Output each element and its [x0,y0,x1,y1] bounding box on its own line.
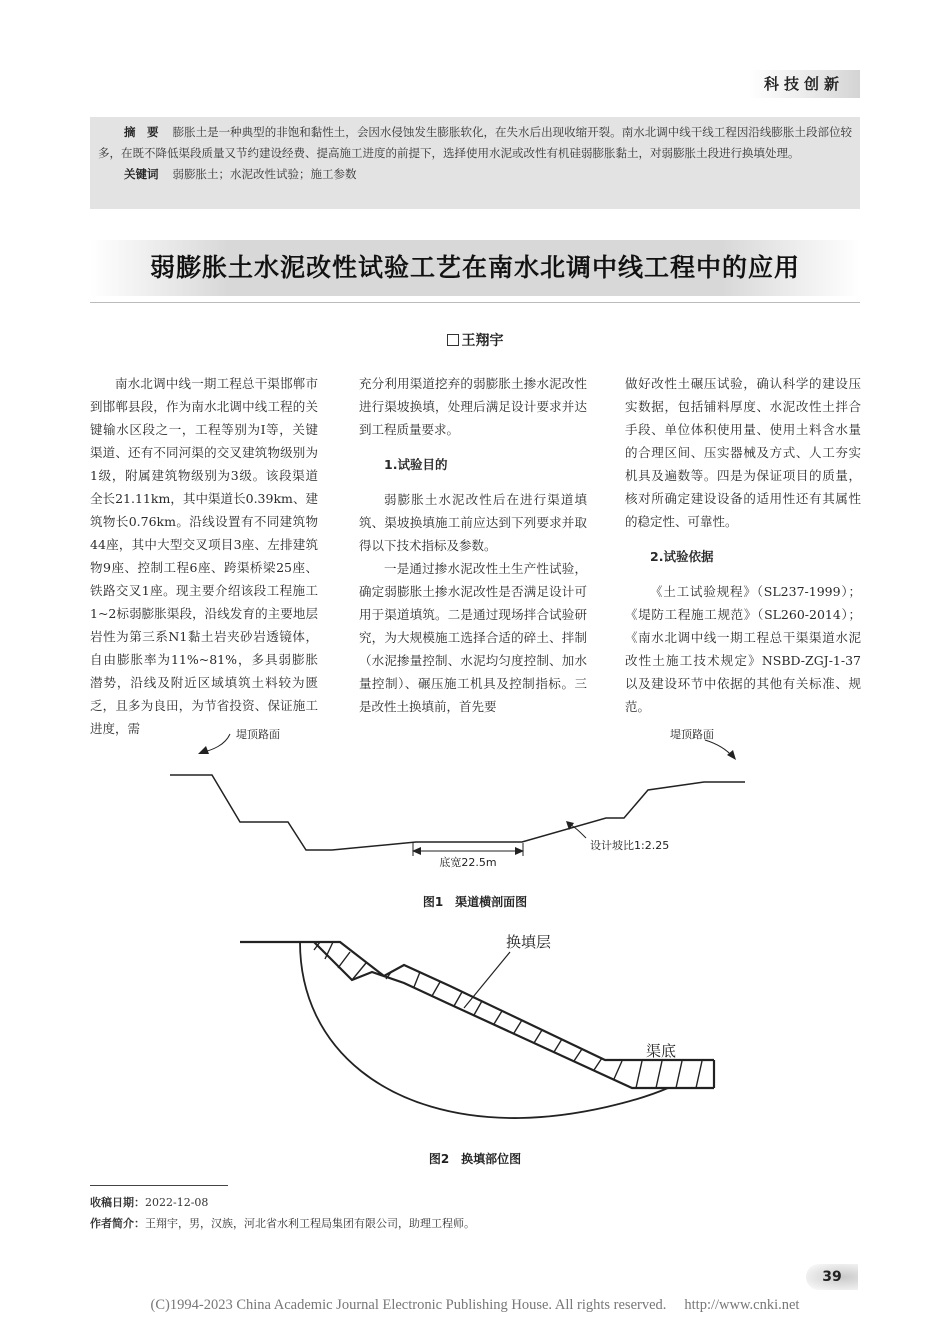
column-3 [625,372,861,718]
column-2 [359,372,587,718]
right-top-label: 堤顶路面 [670,728,714,741]
received-date: 2022-12-08 [145,1196,209,1209]
footnote-divider [90,1185,228,1186]
author-info-label: 作者简介： [90,1217,145,1230]
cnki-link[interactable]: http://www.cnki.net [684,1297,800,1313]
section-heading-2: 2.试验依据 [650,549,714,564]
figure-1-title: 渠道横剖面图 [455,895,528,909]
figure-2-diagram [0,930,950,1140]
keywords-label: 关键词 [124,167,159,181]
body-paragraph: 一是通过掺水泥改性土生产性试验，确定弱膨胀土掺水泥改性是否满足设计可用于渠道填筑。二是通过现场拌合试验研究，为大规模施工选择合适的碎土、拌制（水泥掺量控制、水泥均匀度控制、加水量控制）、碾压施工机具及控制指标。三是改性土换填前，首先要 [359,561,587,714]
fill-layer-hatching [314,942,702,1088]
author-info: 王翔宇，男，汉族，河北省水利工程局集团有限公司，助理工程师。 [145,1217,475,1230]
figure-1-diagram [0,720,950,880]
title-divider [90,302,860,303]
copyright-text: (C)1994-2023 China Academic Journal Electronic Publishing House. All rights reserved. [150,1297,667,1313]
keywords-text: 弱膨胀土；水泥改性试验；施工参数 [172,167,357,181]
column-1 [90,372,318,740]
figure-2-title: 换填部位图 [461,1152,522,1166]
figure-1-number: 图1 [422,895,444,909]
abstract-text: 膨胀土是一种典型的非饱和黏性土，会因水侵蚀发生膨胀软化，在失水后出现收缩开裂。南水北调中线干线工程因沿线膨胀土段部位较多，在既不降低渠段质量又节约建设经费、提高施工进度的前提下，选择使用水泥或改性有机硅弱膨胀黏土，对弱膨胀土段进行换填处理。 [98,125,853,160]
author-line [0,330,950,350]
left-label-arrowhead [198,746,209,754]
right-label-arrowhead [727,750,736,760]
slope-label: 设计坡比1:2.25 [590,839,670,852]
section-tag: 科技创新 [748,70,860,98]
fill-layer-label: 换填层 [506,933,552,951]
excavation-curve [300,942,668,1118]
left-top-label: 堤顶路面 [236,728,280,741]
article-title: 弱膨胀土水泥改性试验工艺在南水北调中线工程中的应用 [149,253,800,282]
fill-layer-inner-line [314,942,714,1088]
fill-layer-leader-line [464,952,510,1008]
channel-bottom-label: 渠底 [646,1042,677,1060]
author-box-icon [447,334,459,346]
figure-1-caption [0,893,950,910]
figure-2-number: 图2 [428,1152,450,1166]
body-paragraph: 充分利用渠道挖弃的弱膨胀土掺水泥改性进行渠坡换填，处理后满足设计要求并达到工程质量要求。 [359,376,587,437]
figure-2-caption [0,1150,950,1167]
received-label: 收稿日期： [90,1196,145,1209]
body-paragraph: 弱膨胀土水泥改性后在进行渠道填筑、渠坡换填施工前应达到下列要求并取得以下技术指标及参数。 [359,492,587,553]
copyright-line [0,1297,950,1314]
abstract-box [90,117,860,209]
ground-surface-line [240,942,714,1060]
body-paragraph: 《土工试验规程》（SL237-1999）；《堤防工程施工规范》（SL260-2014）；《南水北调中线一期工程总干渠渠道水泥改性土施工技术规定》NSBD-ZGJ-1-37以及建设环节中依据的其他有关标准、规范。 [625,584,861,714]
bottom-width-label: 底宽22.5m [439,856,497,869]
author-name: 王翔宇 [461,333,504,349]
title-bar [90,240,860,296]
body-paragraph: 南水北调中线一期工程总干渠邯郸市到邯郸县段，作为南水北调中线工程的关键输水区段之一，工程等别为Ⅰ等，关键渠道、还有不同河渠的交叉建筑物级别为1级，附属建筑物级别为3级。该段渠道全长21.11km，其中渠道长0.39km、建筑物长0.76km。沿线设置有不同建筑物44座，其中大型交叉项目3座、左排建筑物9座、控制工程6座、跨渠桥梁25座、铁路交叉1座。现主要介绍该段工程施工1~2标弱膨胀渠段，沿线发育的主要地层岩性为第三系N1黏土岩夹砂岩透镜体，自由膨胀率为11%~81%，多具弱膨胀潜势，沿线及附近区域填筑土料较为匮乏，且多为良田，为节省投资、保证施工进度，需 [90,376,318,736]
section-heading-1: 1.试验目的 [384,457,448,472]
page-number: 39 [806,1264,858,1290]
author-info-line [90,1215,475,1231]
keywords-paragraph [98,164,852,185]
received-date-line [90,1194,208,1210]
abstract-paragraph [98,122,852,164]
abstract-label: 摘 要 [124,125,159,139]
body-paragraph: 做好改性土碾压试验，确认科学的建设压实数据，包括铺料厚度、水泥改性土拌合手段、单位体积使用量、使用土料含水量的合理区间、压实器械及方式、人工夯实机具及遍数等。四是为保证项目的质量，核对所确定建设设备的适用性还有其属性的稳定性、可靠性。 [625,376,861,529]
